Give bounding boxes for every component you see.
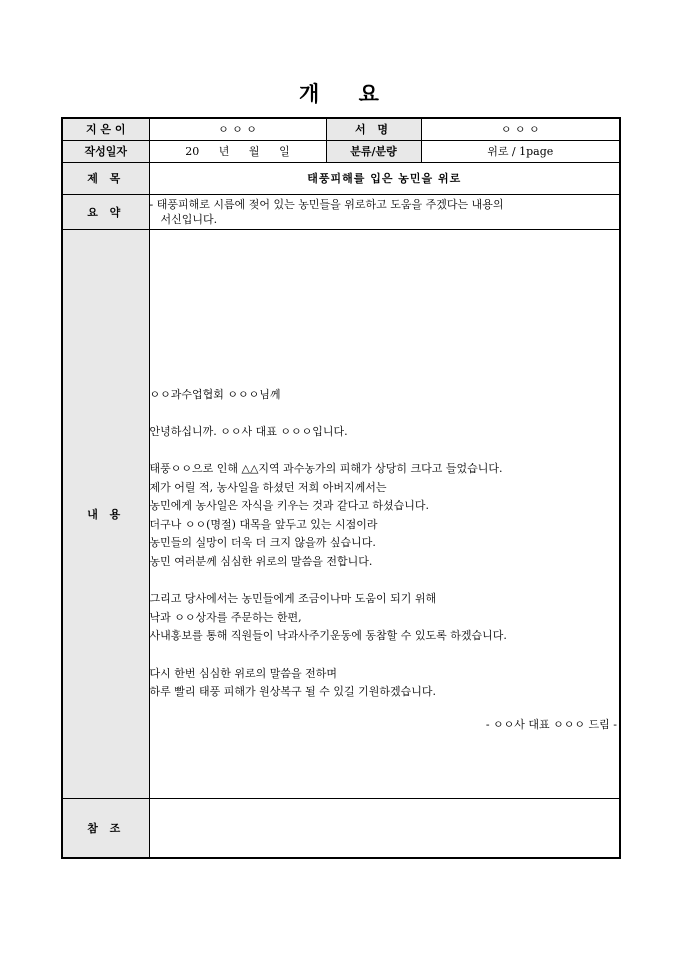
row-content	[62, 229, 620, 798]
subject-label: 제 목	[62, 162, 149, 194]
letter-signature: - ㅇㅇ사 대표 ㅇㅇㅇ 드림 -	[485, 717, 617, 731]
date-year: 20	[185, 145, 200, 158]
reference-value[interactable]	[149, 798, 620, 858]
letter-line: 제가 어릴 적, 농사일을 하셨던 저희 아버지께서는	[149, 480, 387, 494]
row-subject	[62, 162, 620, 194]
date-value[interactable]	[149, 140, 326, 162]
sign-value[interactable]: ㅇ ㅇ ㅇ	[421, 118, 620, 140]
letter-line: 농민 여러분께 심심한 위로의 말씀을 전합니다.	[149, 555, 373, 568]
row-reference	[62, 798, 620, 858]
letter-paragraph-1	[150, 460, 620, 572]
letter-paragraph-2	[150, 590, 620, 646]
row-summary	[62, 194, 620, 229]
letter-intro: 안녕하십니까. ㅇㅇ사 대표 ㅇㅇㅇ입니다.	[149, 424, 348, 438]
content-body[interactable]	[149, 229, 620, 798]
letter-line: 농민들의 실망이 더욱 더 크지 않을까 싶습니다.	[149, 536, 376, 550]
category-value[interactable]: 위로 / 1page	[421, 140, 620, 162]
letter-line: 하루 빨리 태풍 피해가 원상복구 될 수 있길 기원하겠습니다.	[149, 685, 436, 699]
letter-line: 낙과 ㅇㅇ상자를 주문하는 한편,	[149, 610, 302, 624]
date-label: 작성일자	[62, 140, 149, 162]
page-title	[0, 78, 680, 108]
letter-paragraph-3	[150, 665, 620, 702]
letter-line: 사내홍보를 통해 직원들이 낙과사주기운동에 동참할 수 있도록 하겠습니다.	[149, 629, 507, 643]
summary-line-2: 서신입니다.	[160, 212, 218, 226]
letter-line: 그리고 당사에서는 농민들에게 조금이나마 도움이 되기 위해	[149, 592, 437, 606]
date-month-unit: 월	[248, 145, 260, 158]
row-author	[62, 118, 620, 140]
title-char-1: 개	[299, 81, 322, 106]
date-day-unit: 일	[279, 145, 290, 158]
summary-line-1: - 태풍피해로 시름에 젖어 있는 농민들을 위로하고 도움을 주겠다는 내용의	[149, 197, 504, 211]
content-label: 내 용	[62, 229, 149, 798]
summary-form-table	[61, 117, 621, 859]
letter-line: 농민에게 농사일은 자식을 키우는 것과 같다고 하셨습니다.	[149, 499, 429, 513]
letter-line: 태풍ㅇㅇ으로 인해 △△지역 과수농가의 피해가 상당히 크다고 들었습니다.	[149, 462, 503, 476]
summary-value[interactable]	[149, 194, 620, 229]
date-year-unit: 년	[218, 145, 230, 158]
summary-label: 요 약	[62, 194, 149, 229]
category-label: 분류/분량	[326, 140, 421, 162]
letter-greeting: ㅇㅇ과수업협회 ㅇㅇㅇ님께	[149, 387, 281, 401]
author-value[interactable]: ㅇ ㅇ ㅇ	[149, 118, 326, 140]
row-date	[62, 140, 620, 162]
letter-line: 다시 한번 심심한 위로의 말씀을 전하며	[149, 666, 337, 680]
author-label: 지 은 이	[62, 118, 149, 140]
letter-line: 더구나 ㅇㅇ(명절) 대목을 앞두고 있는 시점이라	[149, 517, 378, 531]
subject-value[interactable]: 태풍피해를 입은 농민을 위로	[149, 162, 620, 194]
title-char-2: 요	[358, 81, 381, 106]
reference-label: 참 조	[62, 798, 149, 858]
sign-label: 서 명	[326, 118, 421, 140]
